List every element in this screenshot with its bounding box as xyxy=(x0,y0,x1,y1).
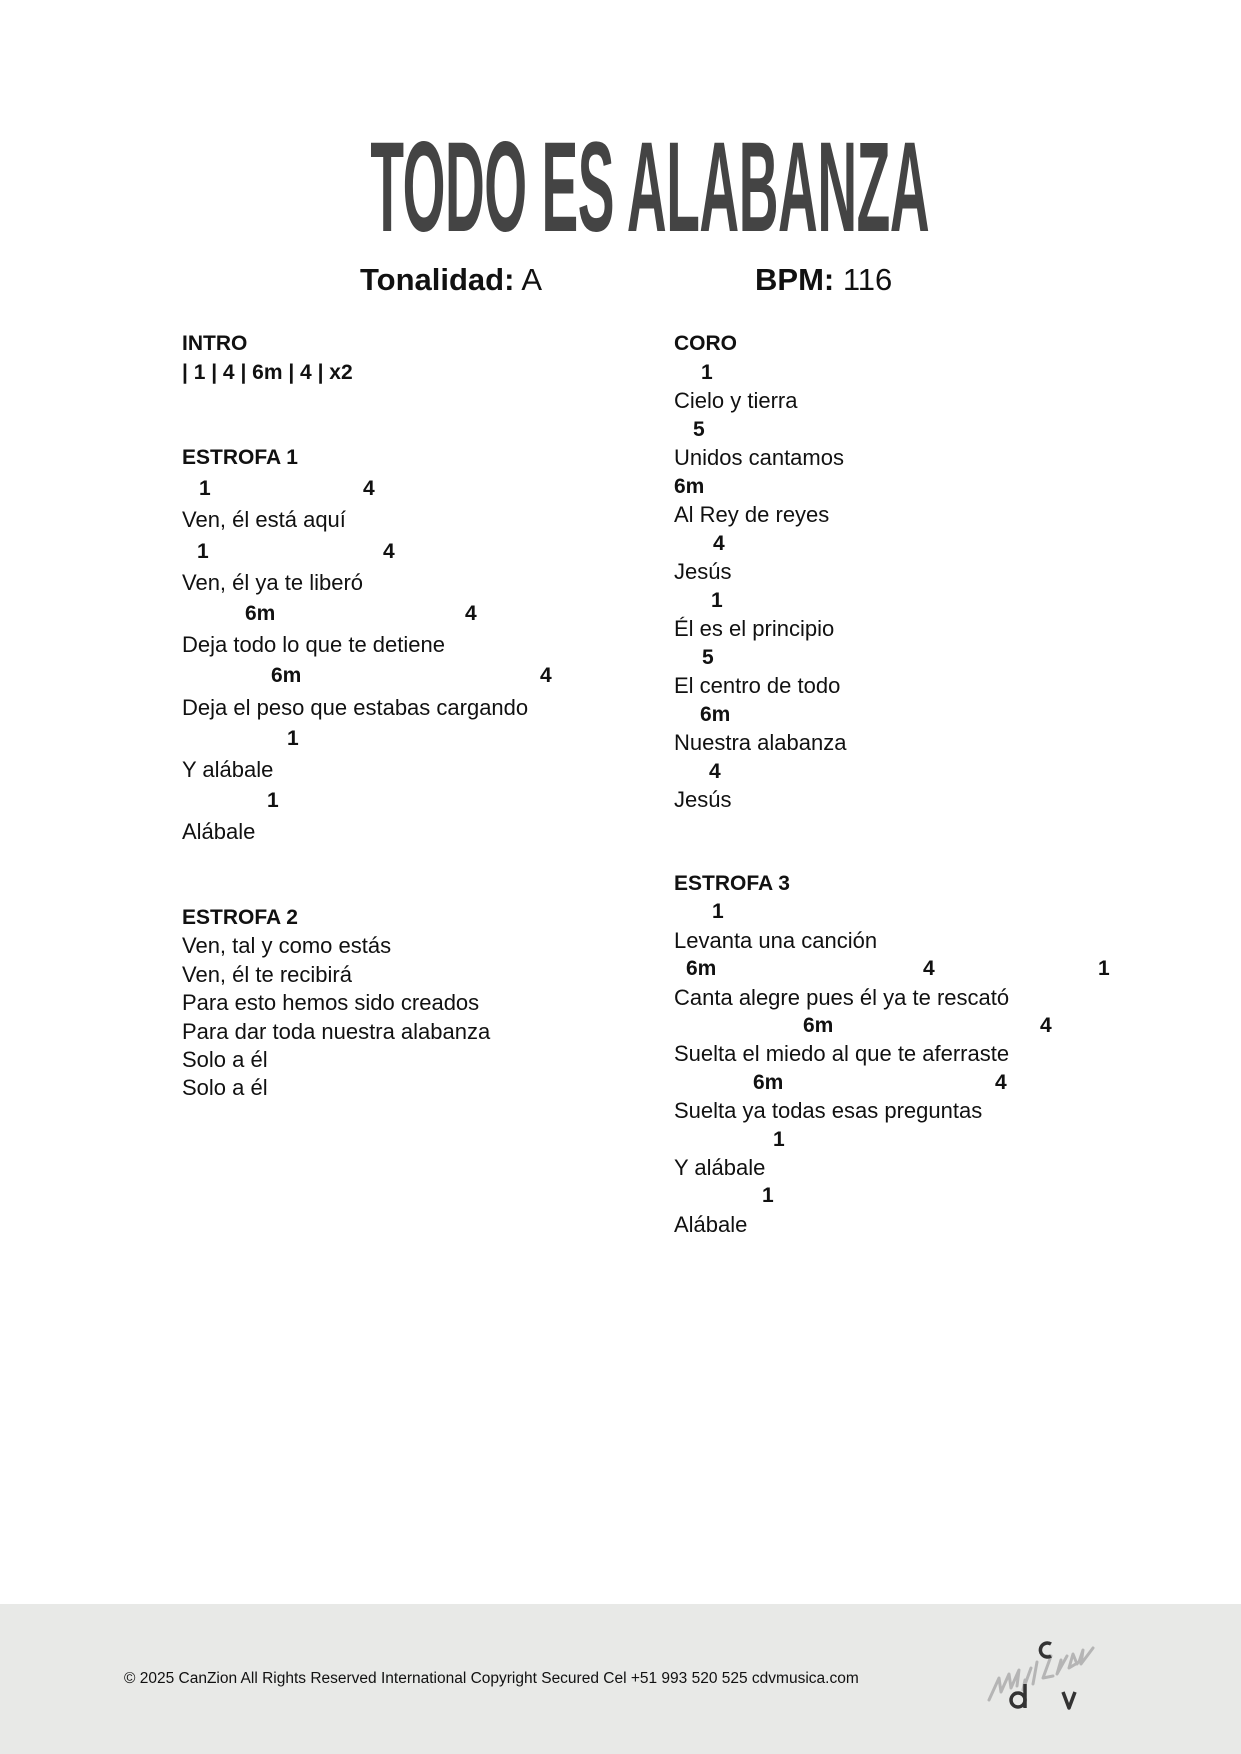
chord: 6m xyxy=(245,602,276,625)
lyric-line: Jesús xyxy=(674,559,732,584)
chord: 1 xyxy=(267,789,279,813)
lyric-line: Levanta una canción xyxy=(674,927,878,953)
chord-progression: | 1 | 4 | 6m | 4 | x2 xyxy=(182,361,353,384)
lyric-line: Suelta el miedo al que te aferraste xyxy=(674,1041,1010,1067)
lyric-line: Suelta ya todas esas preguntas xyxy=(674,1098,983,1124)
chord: 1 xyxy=(1098,957,1110,981)
chord: 4 xyxy=(713,531,725,555)
section-header: ESTROFA 3 xyxy=(674,872,790,895)
lyric-line: Y alábale xyxy=(182,757,274,782)
chord: 6m xyxy=(271,664,302,688)
chord: 1 xyxy=(199,477,211,501)
chord: 4 xyxy=(1040,1014,1052,1037)
lyric-line: Ven, tal y como estás xyxy=(182,933,392,959)
key-label: Tonalidad: xyxy=(360,262,515,297)
lyric-line: Deja el peso que estabas cargando xyxy=(182,694,529,720)
lyric-line: Canta alegre pues él ya te rescató xyxy=(674,984,1010,1010)
chord: 1 xyxy=(773,1127,785,1151)
chord: 6m xyxy=(753,1070,784,1094)
chord: 6m xyxy=(700,702,731,726)
bpm-label: BPM: xyxy=(755,262,835,297)
lyric-line: Solo a él xyxy=(182,1075,268,1101)
lyric-line: Unidos cantamos xyxy=(674,445,844,470)
lyric-line: Nuestra alabanza xyxy=(674,730,847,755)
key-info xyxy=(360,262,542,298)
chord: 4 xyxy=(465,602,477,625)
section-header: ESTROFA 2 xyxy=(182,906,298,929)
chord: 6m xyxy=(803,1014,834,1037)
chord: 4 xyxy=(540,664,552,688)
chord: 1 xyxy=(762,1184,774,1208)
key-value: A xyxy=(521,262,543,297)
song-title: TODO ES ALABANZA xyxy=(370,116,930,259)
cdv-musica-logo xyxy=(985,1634,1115,1714)
chord: 5 xyxy=(693,417,705,441)
lyric-line: Al Rey de reyes xyxy=(674,502,830,527)
chord: 1 xyxy=(197,539,209,563)
chord: 4 xyxy=(995,1070,1007,1094)
lyric-line: Ven, él ya te liberó xyxy=(182,569,364,595)
lyric-line: Solo a él xyxy=(182,1047,268,1072)
chord: 6m xyxy=(674,474,705,498)
copyright-text: © 2025 CanZion All Rights Reserved International Copyright Secured Cel +51 993 520 525 cdvmusica.com xyxy=(124,1670,859,1687)
lyric-line: Deja todo lo que te detiene xyxy=(182,632,445,658)
lyric-line: Y alábale xyxy=(674,1155,766,1180)
lyric-line: Jesús xyxy=(674,787,732,812)
lyric-line: Él es el principio xyxy=(674,616,835,641)
section-header: CORO xyxy=(674,332,737,355)
footer xyxy=(0,1604,1241,1754)
bpm-info xyxy=(755,262,892,298)
chord: 4 xyxy=(383,539,395,563)
section-header: ESTROFA 1 xyxy=(182,446,298,469)
chord: 4 xyxy=(363,477,375,501)
lyric-line: Para esto hemos sido creados xyxy=(182,990,480,1016)
lyric-line: Ven, él está aquí xyxy=(182,507,346,533)
bpm-value: 116 xyxy=(842,262,893,297)
lyric-line: Alábale xyxy=(674,1211,748,1237)
lyric-line: Alábale xyxy=(182,819,256,845)
chord: 1 xyxy=(711,588,723,612)
chord: 1 xyxy=(701,360,713,384)
chord: 1 xyxy=(712,900,724,924)
section-header: INTRO xyxy=(182,332,248,355)
lyric-line: Ven, él te recibirá xyxy=(182,961,352,987)
chord: 1 xyxy=(287,726,299,750)
chord: 5 xyxy=(702,645,714,669)
chord: 4 xyxy=(923,957,935,981)
lyric-line: El centro de todo xyxy=(674,673,841,698)
lyric-line: Cielo y tierra xyxy=(674,388,798,413)
chord: 6m xyxy=(686,957,717,981)
lyric-line: Para dar toda nuestra alabanza xyxy=(182,1018,491,1044)
chord: 4 xyxy=(709,759,721,783)
